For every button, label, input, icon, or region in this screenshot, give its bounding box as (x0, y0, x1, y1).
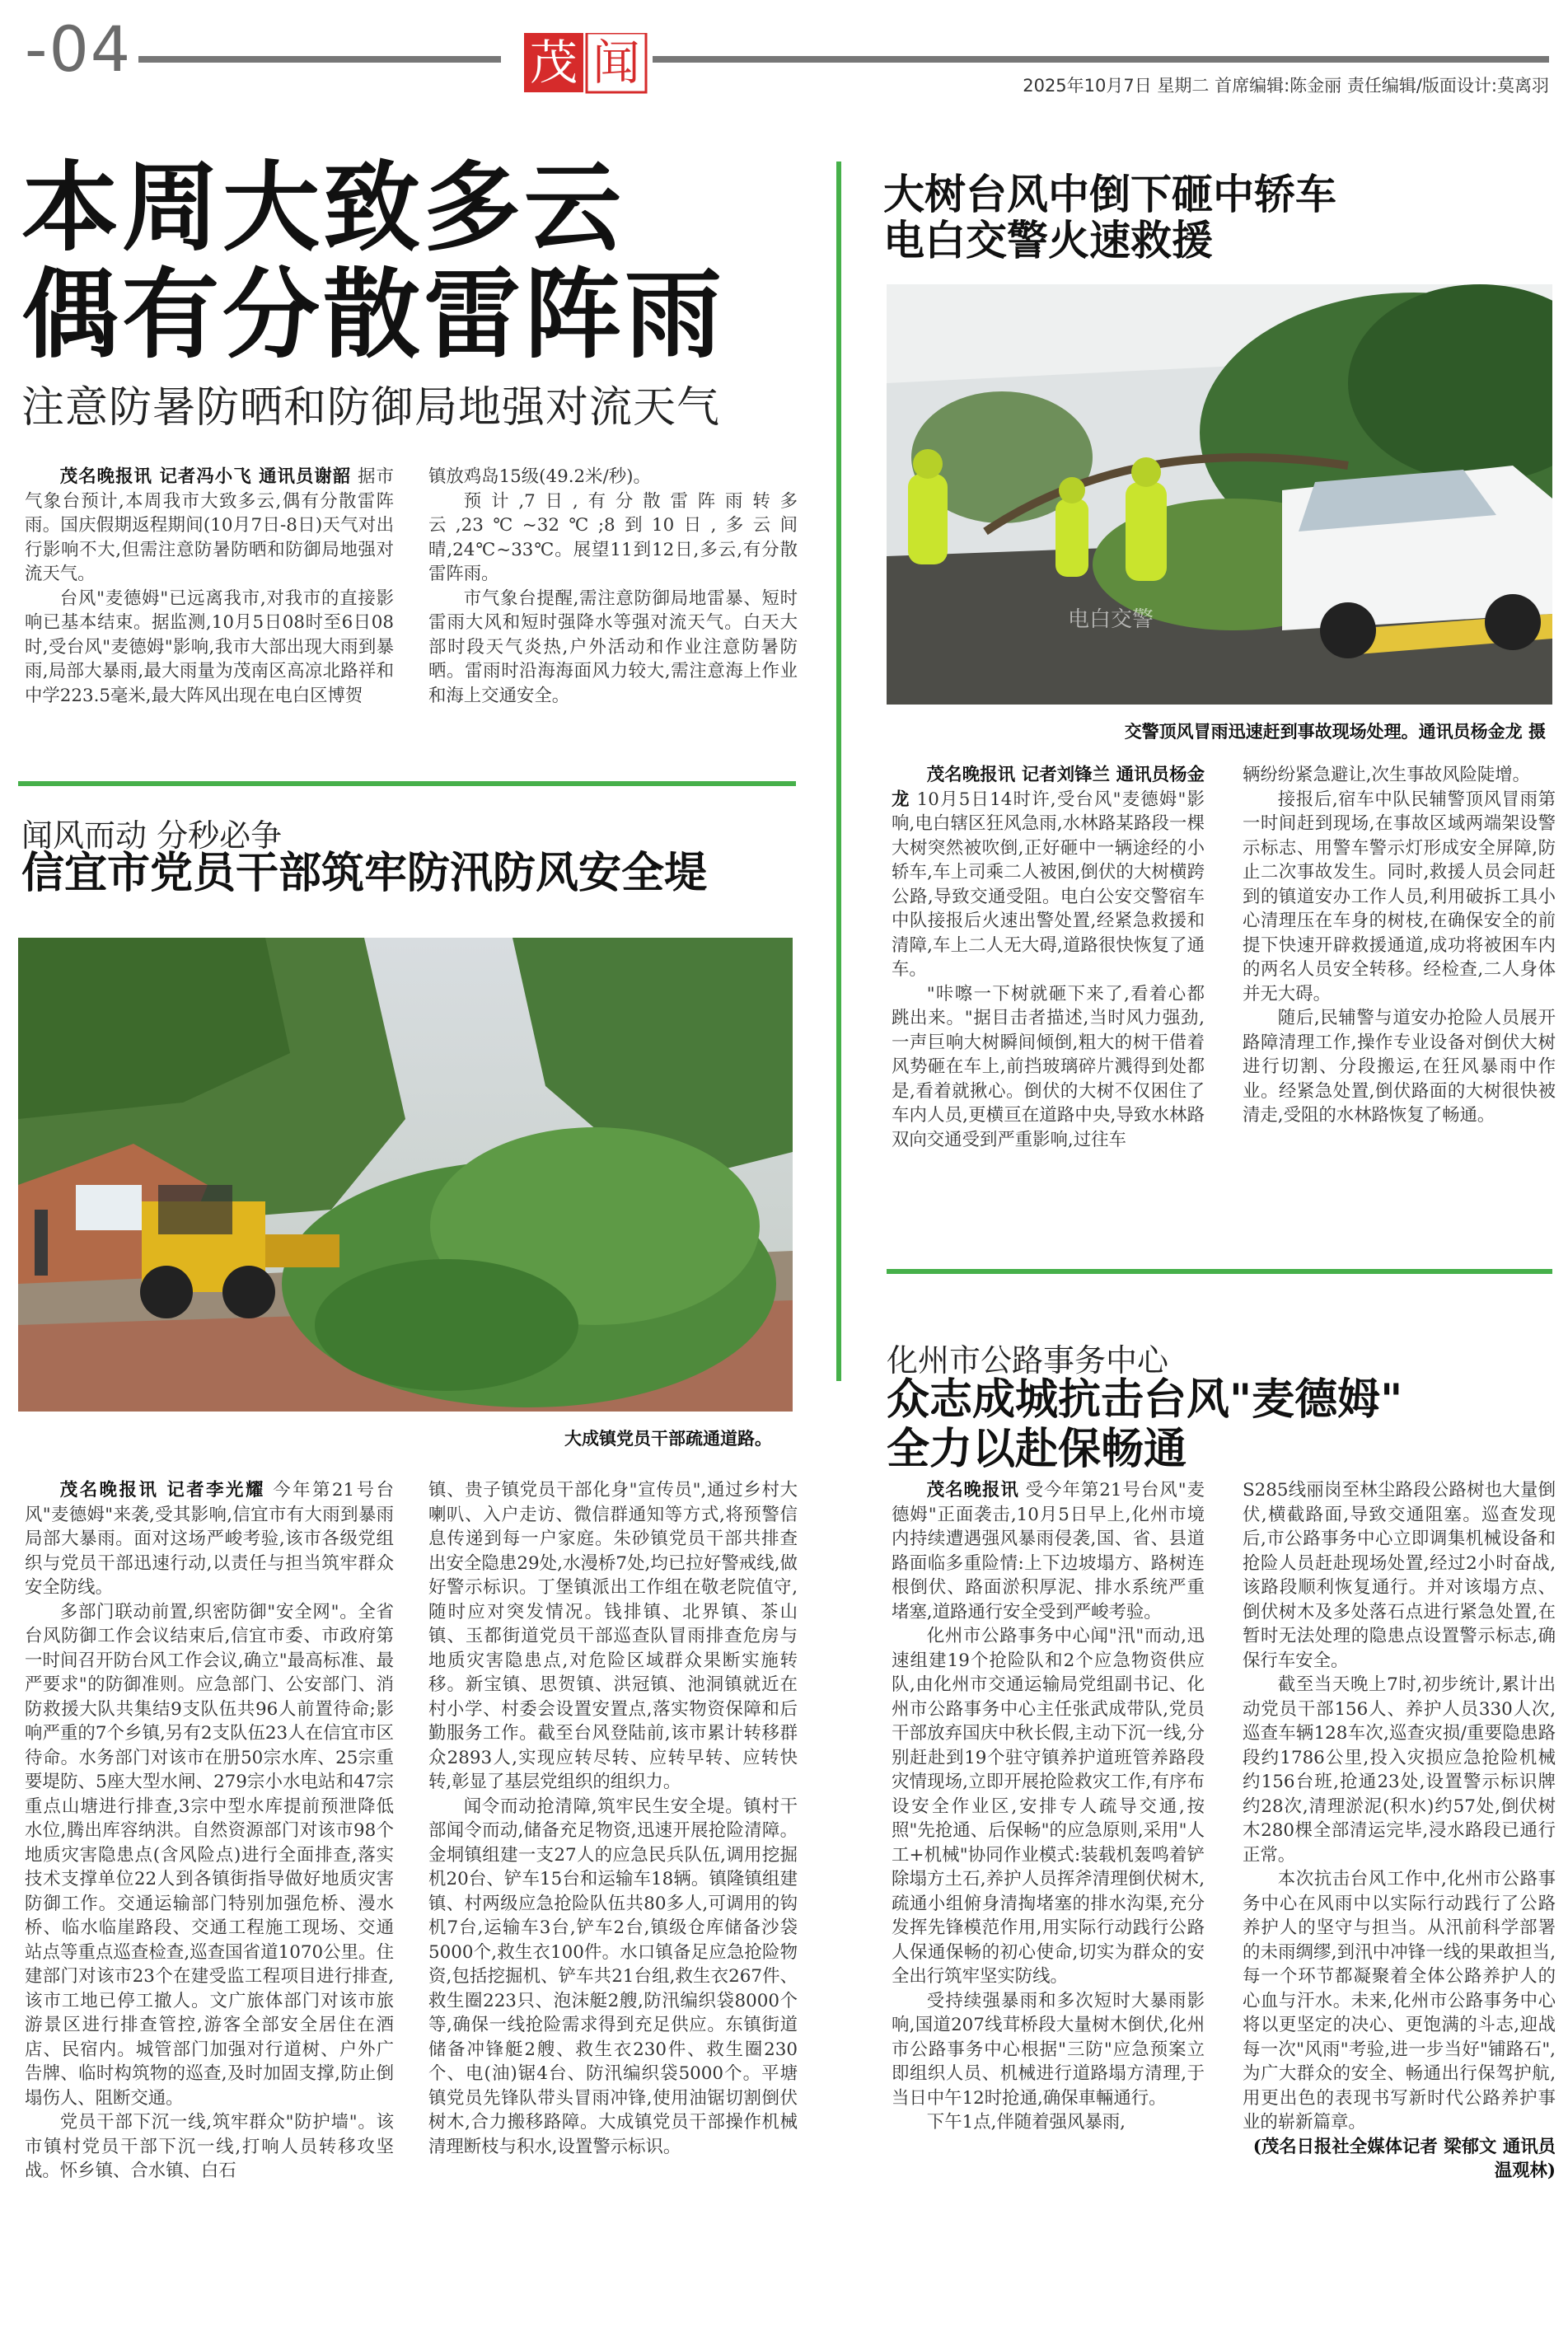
article4-headline-2: 全力以赴保畅通 (887, 1425, 1187, 1474)
column-divider (836, 162, 841, 1381)
header-rule-left (138, 56, 501, 63)
article4-headline-1: 众志成城抗击台风"麦德姆" (887, 1375, 1403, 1425)
dateline: 2025年10月7日 星期二 首席编辑:陈金丽 责任编辑/版面设计:莫离羽 (1023, 76, 1549, 96)
section-logo (524, 33, 648, 94)
article3-column-1: 茂名晚报讯 记者刘锋兰 通讯员杨金龙 10月5日14时许,受台风"麦德姆"影响,电白辖区狂风急雨,水林路某路段一棵大树突然被吹倒,正好砸中一辆途经的小轿车,车上司乘二人被困,倒伏的大树横跨公路,导致交通受阻。电白公安交警宿车中队接报后火速出警处置,经紧急救援和清障,车上二人无大碍,道路很快恢复了通车。 "咔嚓一下树就砸下来了,看着心都跳出来。"据目击者描述,当时风力强劲,一声巨响大树瞬间倾倒,粗大的树干借着风势砸在车上,前挡玻璃碎片溅得到处都是,看着就揪心。倒伏的大树不仅困住了车内人员,更横亘在道路中央,导致水林路双向交通受到严重影响,过往车 (892, 765, 1205, 1150)
logo-char-1: 茂 (529, 35, 578, 91)
article1-headline-1: 本周大致多云 (21, 151, 625, 265)
divider-left-middle (18, 781, 796, 786)
header-rule-right (653, 56, 1549, 63)
article3-photo (887, 284, 1552, 705)
article4-column-2: S285线丽岗至林尘路段公路树也大量倒伏,横截路面,导致交通阻塞。巡查发现后,市公路事务中心立即调集机械设备和抢险人员赶赴现场处置,经过2小时奋战,该路段顺利恢复通行。并对该塌方点、倒伏树木及多处落石点进行紧急处置,在暂时无法处理的隐患点设置警示标志,确保行车安全。 截至当天晚上7时,初步统计,累计出动党员干部156人、养护人员330人次,巡查车辆128车次,巡查灾损/重要隐患路段约1786公里,投入灾损应急抢险机械约156台班,抢通23处,设置警示标识牌约28次,清理淤泥(积水)约57处,倒伏树木280棵全部清运完毕,浸水路段已通行正常。 本次抗击台风工作中,化州市公路事务中心在风雨中以实际行动践行了公路养护人的坚守与担当。从汛前科学部署的未雨绸缪,到汛中冲锋一线的果敢担当,每一个环节都凝聚着全体公路养护人的心血与汗水。未来,化州市公路事务中心将以更坚定的决心、更饱满的斗志,迎战每一次"风雨"考验,进一步当好"铺路石",为广大群众的安全、畅通出行保驾护航,用更出色的表现书写新时代公路养护事业的崭新篇章。 (茂名日报社全媒体记者 梁郁文 通讯员 温观林) (1243, 1478, 1556, 2184)
article3-lead: 茂名晚报讯 记者刘锋兰 通讯员杨金龙 (892, 765, 1205, 810)
article2-column-2: 镇、贵子镇党员干部化身"宣传员",通过乡村大喇叭、入户走访、微信群通知等方式,将预警信息传递到每一户家庭。朱砂镇党员干部共排查出安全隐患29处,水漫桥7处,均已拉好警戒线,做好警示标识。丁堡镇派出工作组在敬老院值守,随时应对突发情况。钱排镇、北界镇、茶山镇、玉都街道党员干部巡查队冒雨排查危房与地质灾害隐患点,对危险区域群众果断实施转移。新宝镇、思贺镇、洪冠镇、池洞镇就近在村小学、村委会设置安置点,落实物资保障和后勤服务工作。截至台风登陆前,该市累计转移群众2893人,实现应转尽转、应转早转、应转快转,彰显了基层党组织的组织力。 闻令而动抢清障,筑牢民生安全堤。镇村干部闻令而动,储备充足物资,迅速开展抢险清障。金垌镇组建一支27人的应急民兵队伍,调用挖掘机20台、铲车15台和运输车18辆。镇隆镇组建镇、村两级应急抢险队伍共80多人,可调用的钩机7台,运输车3台,铲车2台,镇级仓库储备沙袋5000个,救生衣100件。水口镇备足应急抢险物资,包括挖掘机、铲车共21台组,救生衣267件、救生圈223只、泡沫艇2艘,防汛编织袋8000个等,确保一线抢险需求得到充足供应。东镇街道储备冲锋艇2艘、救生衣230件、救生圈230个、电(油)锯4台、防汛编织袋5000个。平塘镇党员先锋队带头冒雨冲锋,使用油锯切割倒伏树木,合力搬移路障。大成镇党员干部操作机械清理断枝与积水,设置警示标识。 (428, 1480, 798, 2157)
article2-lead: 茂名晚报讯 记者李光耀 (59, 1480, 265, 1501)
article2-headline: 信宜市党员干部筑牢防汛防风安全堤 (21, 849, 708, 898)
article2-column-1: 茂名晚报讯 记者李光耀 今年第21号台风"麦德姆"来袭,受其影响,信宜市有大雨到暴雨局部大暴雨。面对这场严峻考验,该市各级党组织与党员干部迅速行动,以责任与担当筑牢群众安全防线。 多部门联动前置,织密防御"安全网"。全省台风防御工作会议结束后,信宜市委、市政府第一时间召开防台风工作会议,确立"最高标准、最严要求"的防御准则。应急部门、公安部门、消防救援大队共集结9支队伍共96人前置待命;影响严重的7个乡镇,另有2支队伍23人在信宜市区待命。水务部门对该市在册50宗水库、25宗重要堤防、5座大型水闸、279宗小水电站和47宗重点山塘进行排查,3宗中型水库提前预泄降低水位,腾出库容纳洪。自然资源部门对该市98个地质灾害隐患点(含风险点)进行全面排查,落实技术支撑单位22人到各镇街指导做好地质灾害防御工作。交通运输部门特别加强危桥、漫水桥、临水临崖路段、交通工程施工现场、交通站点等重点巡查检查,巡查国省道1070公里。住建部门对该市23个在建受监工程项目进行排查,该市工地已停工撤人。文广旅体部门对该市旅游景区进行排查管控,游客全部安全居住在酒店、民宿内。城管部门加强对行道树、户外广告牌、临时构筑物的巡查,及时加固支撑,防止倒塌伤人、阻断交通。 党员干部下沉一线,筑牢群众"防护墙"。该市镇村党员干部下沉一线,打响人员转移攻坚战。怀乡镇、合水镇、白石 (25, 1480, 394, 2181)
divider-right-middle (887, 1269, 1552, 1274)
logo-char-2: 闻 (592, 35, 641, 91)
article2-kicker: 闻风而动 分秒必争 (21, 817, 283, 854)
article4-kicker: 化州市公路事务中心 (887, 1342, 1169, 1379)
article1-lead: 茂名晚报讯 记者冯小飞 通讯员谢韶 (59, 466, 352, 487)
article2-photo (18, 938, 793, 1412)
article3-headline-1: 大树台风中倒下砸中轿车 (883, 171, 1336, 218)
article3-column-2: 辆纷纷紧急避让,次生事故风险陡增。 接报后,宿车中队民辅警顶风冒雨第一时间赶到现场,在事故区域两端架设警示标志、用警车警示灯形成安全屏障,防止二次事故发生。同时,救援人员会同赶到的镇道安办工作人员,利用破拆工具小心清理压在车身的树枝,在确保安全的前提下快速开辟救援通道,成功将被困车内的两名人员安全转移。经检查,二人身体并无大碍。 随后,民辅警与道安办抢险人员展开路障清理工作,操作专业设备对倒伏大树进行切割、分段搬运,在狂风暴雨中作业。经紧急处置,倒伏路面的大树很快被清走,受阻的水林路恢复了畅通。 (1243, 765, 1556, 1126)
article4-lead: 茂名晚报讯 (926, 1480, 1019, 1501)
article2-photo-caption: 大成镇党员干部疏通道路。 (564, 1429, 772, 1449)
article3-headline-2: 电白交警火速救援 (883, 217, 1213, 265)
article1-headline-2: 偶有分散雷阵雨 (21, 258, 726, 372)
article4-byline: (茂名日报社全媒体记者 梁郁文 通讯员 温观林) (1252, 2136, 1556, 2181)
photo-watermark: 电白交警 (1068, 607, 1154, 632)
article4-column-1: 茂名晚报讯 受今年第21号台风"麦德姆"正面袭击,10月5日早上,化州市境内持续遭遇强风暴雨侵袭,国、省、县道路面临多重险情:上下边坡塌方、路树连根倒伏、路面淤积厚泥、排水系统严重堵塞,道路通行安全受到严峻考验。 化州市公路事务中心闻"汛"而动,迅速组建19个抢险队和2个应急物资供应队,由化州市交通运输局党组副书记、化州市公路事务中心主任张武成带队,党员干部放弃国庆中秋长假,主动下沉一线,分别赶赴到19个驻守镇养护道班管养路段灾情现场,立即开展抢险救灾工作,有序布设安全作业区,安排专人疏导交通,按照"先抢通、后保畅"的应急原则,采用"人工+机械"协同作业模式:装载机轰鸣着铲除塌方土石,养护人员挥斧清理倒伏树木,疏通小组俯身清掏堵塞的排水沟渠,充分发挥先锋模范作用,用实际行动践行公路人保通保畅的初心使命,切实为群众的安全出行筑牢坚实防线。 受持续强暴雨和多次短时大暴雨影响,国道207线茸桥段大量树木倒伏,化州市公路事务中心根据"三防"应急预案立即组织人员、机械进行道路塌方清理,于当日中午12时抢通,确保車輛通行。 下午1点,伴随着强风暴雨, (892, 1480, 1205, 2133)
article3-photo-caption: 交警顶风冒雨迅速赶到事故现场处理。通讯员杨金龙 摄 (1124, 722, 1546, 742)
page-number: -04 (25, 12, 133, 86)
article1-column-2: 镇放鸡岛15级(49.2米/秒)。 预计,7日,有分散雷阵雨转多云,23℃~32℃;8到10日,多云间晴,24℃~33℃。展望11到12日,多云,有分散雷阵雨。 市气象台提醒,需注意防御局地雷暴、短时雷雨大风和短时强降水等强对流天气。白天大部时段天气炎热,户外活动和作业注意防暑防晒。雷雨时沿海海面风力较大,需注意海上作业和海上交通安全。 (428, 466, 798, 706)
article1-column-1: 茂名晚报讯 记者冯小飞 通讯员谢韶 据市气象台预计,本周我市大致多云,偶有分散雷阵雨。国庆假期返程期间(10月7日-8日)天气对出行影响不大,但需注意防暑防晒和防御局地强对流天气。 台风"麦德姆"已远离我市,对我市的直接影响已基本结束。据监测,10月5日08时至6日08时,受台风"麦德姆"影响,我市大部出现大雨到暴雨,局部大暴雨,最大雨量为茂南区高凉北路祥和中学223.5毫米,最大阵风出现在电白区博贺 (25, 466, 394, 706)
article1-subhead: 注意防暑防晒和防御局地强对流天气 (21, 383, 721, 433)
